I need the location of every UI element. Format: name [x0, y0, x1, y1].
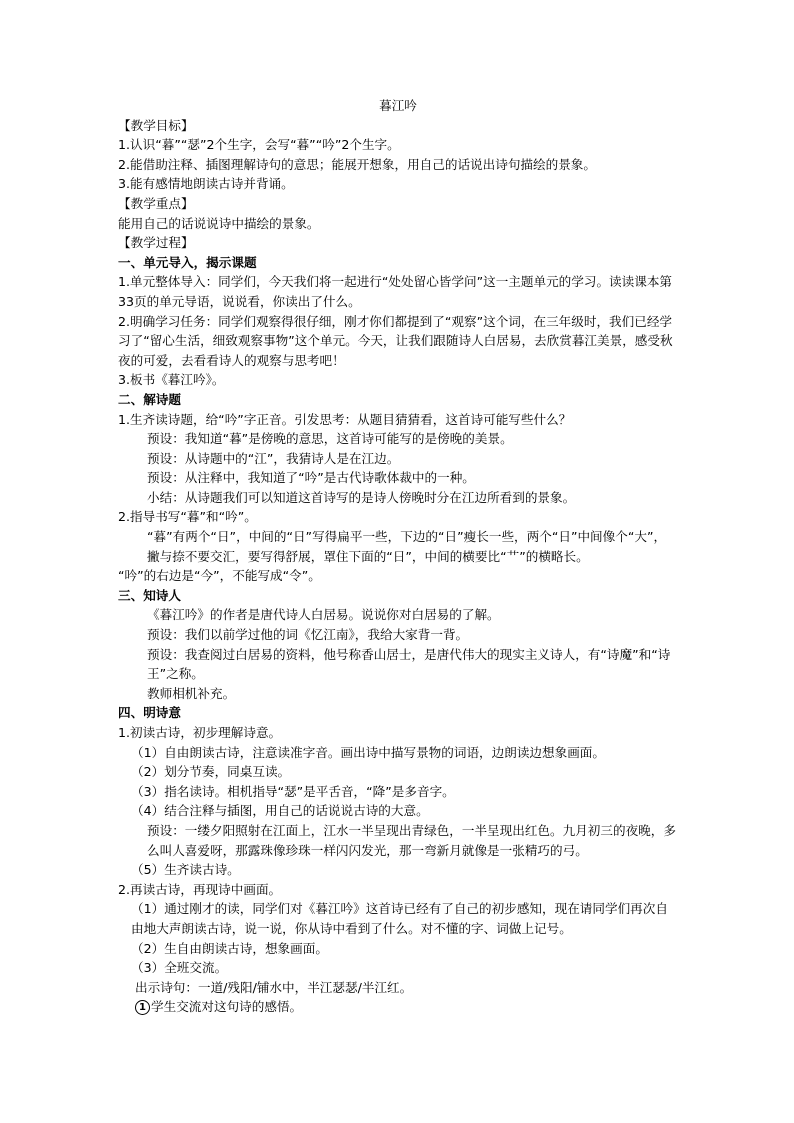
text-line	[118, 821, 678, 860]
line-text: 【教学过程】	[118, 235, 194, 251]
line-text: 1.单元整体导入：同学们，今天我们将一起进行“处处留心皆学问”这一主题单元的学习。读读课本第33页的单元导语，说说看，你读出了什么。	[118, 274, 673, 309]
text-line	[118, 488, 678, 508]
line-text: 1.认识“暮”“瑟”2个生字，会写“暮”“吟”2个生字。	[118, 137, 400, 153]
text-line	[118, 155, 678, 175]
line-text: 预设：我知道“暮”是傍晚的意思，这首诗可能写的是傍晚的美景。	[147, 431, 513, 447]
text-line	[118, 312, 678, 371]
text-line	[118, 899, 678, 938]
section-label	[118, 116, 678, 136]
text-line	[118, 449, 678, 469]
line-text: （2）划分节奏，同桌互读。	[131, 764, 291, 780]
line-text: 【教学目标】	[118, 117, 194, 133]
line-text: （1）自由朗读古诗，注意读准字音。画出诗中描写景物的词语，边朗读边想象画面。	[131, 744, 605, 760]
text-line	[118, 645, 678, 684]
line-text: 三、知诗人	[118, 587, 181, 603]
line-text: （2）生自由朗读古诗，想象画面。	[131, 940, 328, 956]
section-heading	[118, 390, 678, 410]
text-line	[118, 801, 678, 821]
line-text: “吟”的右边是“今”，不能写成“令”。	[118, 568, 321, 584]
text-line	[118, 410, 678, 430]
document-body	[118, 116, 678, 1017]
line-text: 一、单元导入，揭示课题	[118, 254, 257, 270]
text-line	[118, 762, 678, 782]
text-line	[118, 527, 678, 566]
line-text: 2.明确学习任务：同学们观察得很仔细，刚才你们都提到了“观察”这个词，在三年级时，我们已经学习了“留心生活，细致观察事物”这个单元。今天，让我们跟随诗人白居易，去欣赏暮江美景，感受秋夜的可爱，去看看诗人的观察与思考吧！	[118, 313, 673, 368]
section-heading	[118, 703, 678, 723]
text-line	[118, 958, 678, 978]
text-line	[118, 684, 678, 704]
line-text: 出示诗句：一道/残阳/铺水中，半江瑟瑟/半江红。	[135, 979, 413, 995]
text-line	[118, 743, 678, 763]
line-text: （4）结合注释与插图，用自己的话说说古诗的大意。	[131, 803, 429, 819]
text-line	[118, 880, 678, 900]
page-title: 暮江吟	[379, 98, 417, 113]
line-text: 预设：我们以前学过他的词《忆江南》，我给大家背一背。	[147, 627, 469, 643]
line-text: “暮”有两个“日”，中间的“日”写得扁平一些，下边的“日”瘦长一些，两个“日”中间像个“大”，撇与捺不要交汇，要写得舒展，罩住下面的“日”，中间的横要比“艹”的横略长。	[147, 529, 667, 564]
text-line	[118, 135, 678, 155]
text-line	[118, 939, 678, 959]
section-label	[118, 233, 678, 253]
line-text: 预设：我查阅过白居易的资料，他号称香山居士，是唐代伟大的现实主义诗人，有“诗魔”和“诗王”之称。	[147, 646, 671, 682]
line-text: 2.能借助注释、插图理解诗句的意思；能展开想象，用自己的话说出诗句描绘的景象。	[118, 156, 596, 172]
line-text: 教师相机补充。	[147, 685, 236, 701]
line-text: （1）通过刚才的读，同学们对《暮江吟》这首诗已经有了自己的初步感知，现在请同学们再次自由地大声朗读古诗，说一说，你从诗中看到了什么。对不懂的字、词做上记号。	[131, 901, 668, 936]
text-line	[118, 370, 678, 390]
line-text: 1.生齐读诗题，给“吟”字正音。引发思考：从题目猜猜看，这首诗可能写些什么？	[118, 411, 572, 427]
text-line	[118, 723, 678, 743]
text-line	[118, 625, 678, 645]
text-line	[118, 978, 678, 998]
line-text: 1.初读古诗，初步理解诗意。	[118, 725, 282, 740]
text-line	[118, 605, 678, 625]
section-label	[118, 194, 678, 214]
section-heading	[118, 253, 678, 273]
line-text: 预设：从诗题中的“江”，我猜诗人是在江边。	[147, 450, 400, 466]
text-line	[118, 429, 678, 449]
text-line	[118, 174, 678, 194]
line-text: 能用自己的话说说诗中描绘的景象。	[118, 215, 320, 231]
section-heading	[118, 586, 678, 606]
line-text: （5）生齐读古诗。	[131, 862, 240, 878]
document-page	[118, 96, 678, 1017]
text-line	[118, 566, 678, 586]
line-text: 《暮江吟》的作者是唐代诗人白居易。说说你对白居易的了解。	[147, 607, 500, 623]
line-text: 2.再读古诗，再现诗中画面。	[118, 881, 282, 897]
text-line	[118, 782, 678, 802]
line-text: 3.能有感情地朗读古诗并背诵。	[118, 176, 294, 192]
line-text: 3.板书《暮江吟》。	[118, 372, 225, 388]
line-text: 预设：从注释中，我知道了“吟”是古代诗歌体裁中的一种。	[147, 470, 475, 486]
line-text: 2.指导书写“暮”和“吟”。	[118, 509, 257, 525]
text-line	[118, 860, 678, 880]
text-line	[118, 507, 678, 527]
line-text: （3）指名读诗。相机指导“瑟”是平舌音，“降”是多音字。	[131, 783, 455, 799]
circled-number: 1	[135, 1000, 150, 1015]
text-line	[118, 272, 678, 311]
text-line	[118, 468, 678, 488]
line-text: 二、解诗题	[118, 391, 181, 407]
text-line	[118, 997, 678, 1017]
line-text: 【教学重点】	[118, 195, 194, 211]
line-text: （3）全班交流。	[131, 960, 228, 976]
text-line	[118, 214, 678, 234]
line-text: 小结：从诗题我们可以知道这首诗写的是诗人傍晚时分在江边所看到的景象。	[147, 489, 576, 505]
line-text: 预设：一缕夕阳照射在江面上，江水一半呈现出青绿色，一半呈现出红色。九月初三的夜晚，多么叫人喜爱呀，那露珠像珍珠一样闪闪发光，那一弯新月就像是一张精巧的弓。	[147, 822, 676, 858]
line-text: 学生交流对这句诗的感悟。	[151, 999, 303, 1015]
line-text: 四、明诗意	[118, 705, 181, 721]
